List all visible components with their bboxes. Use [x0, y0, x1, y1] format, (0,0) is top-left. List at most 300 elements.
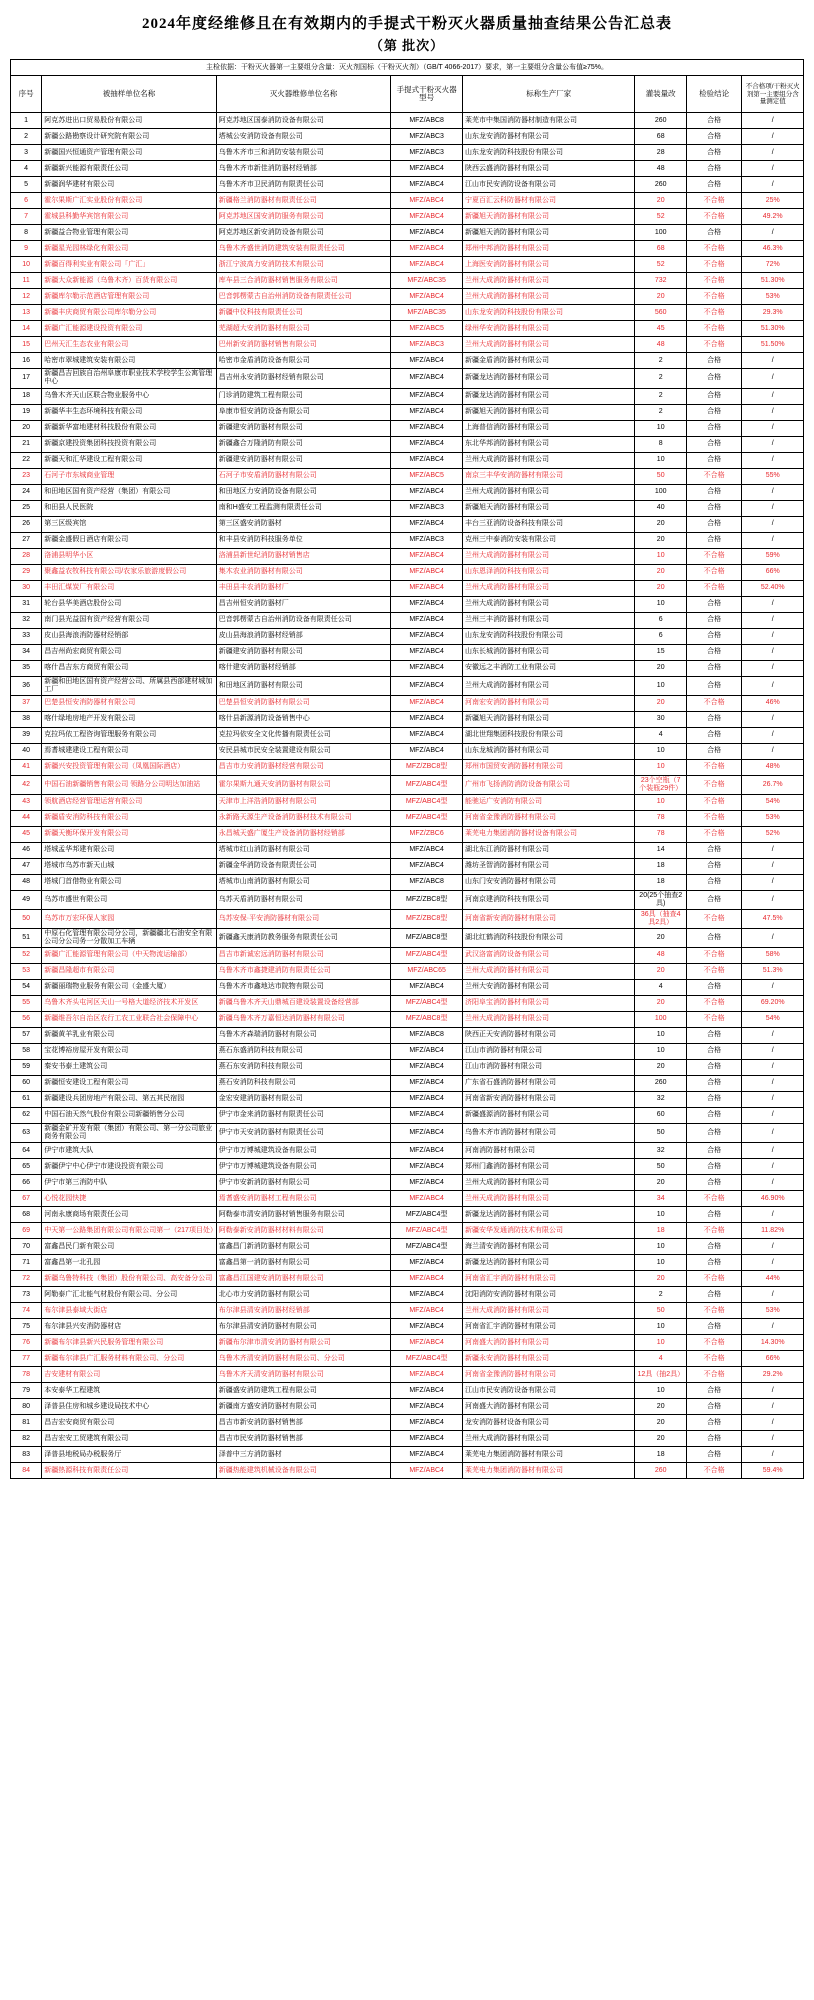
- row-no: 82: [11, 1431, 42, 1447]
- row-manufacturer: 宁夏百汇云科防器材有限公司: [462, 193, 635, 209]
- row-result: 合格: [686, 161, 741, 177]
- row-maintainer: 阿克苏地区国泰消防设备有限公司: [216, 113, 391, 129]
- row-maintainer: 乌鲁木齐清安消防器材有限公司、分公司: [216, 1351, 391, 1367]
- page-subtitle: （第 批次）: [369, 38, 445, 53]
- row-model: MFZ/ABC4: [391, 1271, 463, 1287]
- row-no: 20: [11, 420, 42, 436]
- row-quantity: 20: [635, 1060, 686, 1076]
- table-row: [11, 711, 804, 727]
- row-model: MFZ/ABC4: [391, 404, 463, 420]
- col-maintainer: 灭火器维修单位名称: [216, 76, 391, 113]
- row-model: MFZ/ABC4: [391, 241, 463, 257]
- table-row: [11, 548, 804, 564]
- row-manufacturer: 新疆龙达消防器材有限公司: [462, 1255, 635, 1271]
- table-row: [11, 1303, 804, 1319]
- row-manufacturer: 绿州华安消防器材有限公司: [462, 321, 635, 337]
- row-maintainer: 燕石安消防科技有限公司: [216, 1076, 391, 1092]
- row-value: /: [742, 129, 804, 145]
- row-value: /: [742, 436, 804, 452]
- row-model: MFZ/ABC4: [391, 369, 463, 388]
- row-model: MFZ/ABC3: [391, 129, 463, 145]
- row-unit: 秦安书泰土建筑公司: [42, 1060, 217, 1076]
- row-result: 不合格: [686, 321, 741, 337]
- row-maintainer: 乌鲁木齐盛世消防建筑安装有限责任公司: [216, 241, 391, 257]
- row-model: MFZ/ABC35: [391, 273, 463, 289]
- row-result: 合格: [686, 1143, 741, 1159]
- row-quantity: 10: [635, 548, 686, 564]
- row-unit: 新疆建设兵团房地产有限公司、第五其民宿园: [42, 1092, 217, 1108]
- table-row: [11, 1076, 804, 1092]
- row-quantity: 732: [635, 273, 686, 289]
- row-manufacturer: 河南省新安消防器材有限公司: [462, 909, 635, 928]
- row-no: 25: [11, 500, 42, 516]
- row-result: 不合格: [686, 810, 741, 826]
- row-no: 57: [11, 1028, 42, 1044]
- table-row: [11, 1239, 804, 1255]
- row-model: MFZ/ABC4: [391, 1303, 463, 1319]
- row-value: /: [742, 676, 804, 695]
- row-unit: 新疆兴安投资管理有限公司（凤凰国际酒店）: [42, 759, 217, 775]
- row-value: 11.82%: [742, 1223, 804, 1239]
- row-manufacturer: 江山市消防器材有限公司: [462, 1060, 635, 1076]
- row-no: 13: [11, 305, 42, 321]
- row-unit: 新疆昌吉回族自治州阜康市职业技术学校学生公寓管理中心: [42, 369, 217, 388]
- row-unit: 新疆盾安消防科技有限公司: [42, 810, 217, 826]
- row-unit: 新疆伊宁中心伊宁市建设投资有限公司: [42, 1159, 217, 1175]
- row-result: 合格: [686, 890, 741, 909]
- row-model: MFZ/ABC4: [391, 548, 463, 564]
- row-quantity: 23个空瓶（7个装瓶29件）: [635, 775, 686, 794]
- table-row: [11, 564, 804, 580]
- row-no: 18: [11, 388, 42, 404]
- row-model: MFZ/ABC4型: [391, 1351, 463, 1367]
- row-no: 11: [11, 273, 42, 289]
- row-result: 合格: [686, 452, 741, 468]
- row-result: 不合格: [686, 1367, 741, 1383]
- row-unit: 石河子市东城商业管理: [42, 468, 217, 484]
- row-unit: 新疆恒安建设工程有限公司: [42, 1076, 217, 1092]
- row-result: 合格: [686, 1028, 741, 1044]
- row-no: 36: [11, 676, 42, 695]
- row-no: 8: [11, 225, 42, 241]
- row-value: /: [742, 1124, 804, 1143]
- row-quantity: 10: [635, 596, 686, 612]
- row-result: 合格: [686, 1044, 741, 1060]
- row-unit: 新疆天和汇华建设工程有限公司: [42, 452, 217, 468]
- row-quantity: 34: [635, 1191, 686, 1207]
- row-value: 48%: [742, 759, 804, 775]
- row-no: 70: [11, 1239, 42, 1255]
- row-manufacturer: 河南省金豫消防器材有限公司: [462, 1367, 635, 1383]
- row-value: /: [742, 874, 804, 890]
- row-unit: 富鑫昌第一北孔园: [42, 1255, 217, 1271]
- row-no: 33: [11, 628, 42, 644]
- table-row: [11, 1255, 804, 1271]
- row-model: MFZ/ABC4: [391, 1191, 463, 1207]
- row-maintainer: 永昌城天盛广厦生产设备消防器材经销部: [216, 826, 391, 842]
- row-result: 合格: [686, 842, 741, 858]
- row-manufacturer: 上海普信消防器材有限公司: [462, 420, 635, 436]
- row-no: 26: [11, 516, 42, 532]
- row-model: MFZ/ABC4: [391, 1060, 463, 1076]
- row-quantity: 60: [635, 1108, 686, 1124]
- row-unit: 新疆广汇能源管理有限公司（中天物流运输部）: [42, 948, 217, 964]
- row-manufacturer: 济阳阜宝消防器材有限公司: [462, 996, 635, 1012]
- table-row: [11, 273, 804, 289]
- row-no: 22: [11, 452, 42, 468]
- table-row: [11, 909, 804, 928]
- row-unit: 中国石油新疆销售有限公司 领路分公司明达加油站: [42, 775, 217, 794]
- row-maintainer: 伊宁市安新消防器材有限公司: [216, 1175, 391, 1191]
- row-maintainer: 新疆建安消防器材有限公司: [216, 452, 391, 468]
- row-maintainer: 昌吉市民安消防器材销售部: [216, 1431, 391, 1447]
- row-manufacturer: 新疆龙达消防器材有限公司: [462, 1207, 635, 1223]
- row-result: 合格: [686, 516, 741, 532]
- row-quantity: 4: [635, 1351, 686, 1367]
- row-value: /: [742, 1207, 804, 1223]
- row-maintainer: 昌吉市新安消防器材销售部: [216, 1415, 391, 1431]
- table-row: [11, 353, 804, 369]
- row-maintainer: 乌鲁木齐市卫民消防有限责任公司: [216, 177, 391, 193]
- row-unit: 新疆新华富地建材科技股份有限公司: [42, 420, 217, 436]
- row-model: MFZ/ABC4: [391, 1124, 463, 1143]
- table-row: [11, 1191, 804, 1207]
- table-row: [11, 1207, 804, 1223]
- row-value: /: [742, 1255, 804, 1271]
- row-maintainer: 新疆热能建筑机械设备有限公司: [216, 1463, 391, 1479]
- row-no: 7: [11, 209, 42, 225]
- row-result: 合格: [686, 743, 741, 759]
- row-model: MFZ/ABC8型: [391, 1012, 463, 1028]
- row-model: MFZ/ABC3: [391, 337, 463, 353]
- row-maintainer: 伊宁市万博城建筑设备有限公司: [216, 1159, 391, 1175]
- row-quantity: 18: [635, 858, 686, 874]
- row-maintainer: 新疆建安消防器材有限公司: [216, 420, 391, 436]
- row-result: 不合格: [686, 826, 741, 842]
- row-unit: 塔城门首借物业有限公司: [42, 874, 217, 890]
- row-maintainer: 燕石东安消防科技有限公司: [216, 1060, 391, 1076]
- table-row: [11, 1028, 804, 1044]
- row-maintainer: 塔城市山南消防器材有限公司: [216, 874, 391, 890]
- row-quantity: 20: [635, 1271, 686, 1287]
- row-result: 合格: [686, 874, 741, 890]
- table-row: [11, 596, 804, 612]
- row-manufacturer: 兰州大成消防器材有限公司: [462, 1431, 635, 1447]
- row-model: MFZ/ZBC8型: [391, 909, 463, 928]
- row-value: 46.90%: [742, 1191, 804, 1207]
- table-row: [11, 1415, 804, 1431]
- row-value: /: [742, 711, 804, 727]
- row-unit: 新疆国兴恒通资产管理有限公司: [42, 145, 217, 161]
- row-value: 59.4%: [742, 1463, 804, 1479]
- table-row: [11, 743, 804, 759]
- table-header-row: [11, 76, 804, 113]
- row-model: MFZ/ABC4: [391, 1175, 463, 1191]
- row-maintainer: 塔城公安消防设备有限公司: [216, 129, 391, 145]
- row-result: 不合格: [686, 964, 741, 980]
- row-result: 合格: [686, 129, 741, 145]
- row-model: MFZ/ABC4: [391, 1287, 463, 1303]
- row-unit: 新疆丰庆商贸有限公司库尔勒分公司: [42, 305, 217, 321]
- table-row: [11, 612, 804, 628]
- row-unit: 新疆益合物业管理有限公司: [42, 225, 217, 241]
- table-row: [11, 225, 804, 241]
- row-unit: 新疆星光园林绿化有限公司: [42, 241, 217, 257]
- row-manufacturer: 莱芜电力集团消防器材设备有限公司: [462, 826, 635, 842]
- table-row: [11, 452, 804, 468]
- row-value: /: [742, 1143, 804, 1159]
- row-maintainer: 富鑫昌江国建安消防器材有限公司: [216, 1271, 391, 1287]
- row-quantity: 20: [635, 695, 686, 711]
- row-result: 不合格: [686, 695, 741, 711]
- row-value: 29.2%: [742, 1367, 804, 1383]
- row-model: MFZ/ZBC6: [391, 826, 463, 842]
- table-row: [11, 1335, 804, 1351]
- row-quantity: 50: [635, 1303, 686, 1319]
- row-result: 合格: [686, 1060, 741, 1076]
- row-maintainer: 南和H盛安工程监测有限责任公司: [216, 500, 391, 516]
- row-manufacturer: 河南省金豫消防器材有限公司: [462, 810, 635, 826]
- row-unit: 喀什绿地房地产开发有限公司: [42, 711, 217, 727]
- table-row: [11, 289, 804, 305]
- row-unit: 焉耆城建建设工程有限公司: [42, 743, 217, 759]
- table-row: [11, 810, 804, 826]
- row-unit: 领航酒店经营管理运营有限公司: [42, 794, 217, 810]
- row-no: 67: [11, 1191, 42, 1207]
- row-manufacturer: 河南盛大消防器材有限公司: [462, 1335, 635, 1351]
- row-maintainer: 伊宁市天安消防器材有限责任公司: [216, 1124, 391, 1143]
- row-value: /: [742, 890, 804, 909]
- row-manufacturer: 河南宏安消防器材有限公司: [462, 695, 635, 711]
- row-result: 不合格: [686, 759, 741, 775]
- row-quantity: 45: [635, 321, 686, 337]
- row-quantity: 32: [635, 1092, 686, 1108]
- row-unit: 南门县光益国有资产经营有限公司: [42, 612, 217, 628]
- row-model: MFZ/ABC4: [391, 420, 463, 436]
- row-model: MFZ/ZBC8型: [391, 890, 463, 909]
- row-value: /: [742, 743, 804, 759]
- row-maintainer: 新疆中仪科技有限责任公司: [216, 305, 391, 321]
- row-maintainer: 昌吉市力安消防器材经营有限公司: [216, 759, 391, 775]
- row-unit: 克拉玛依工程咨询管理服务有限公司: [42, 727, 217, 743]
- row-quantity: 40: [635, 500, 686, 516]
- row-quantity: 2: [635, 1287, 686, 1303]
- row-no: 84: [11, 1463, 42, 1479]
- row-unit: 新疆新兴能源有限责任公司: [42, 161, 217, 177]
- table-row: [11, 1463, 804, 1479]
- row-unit: 乌苏市盛世有限公司: [42, 890, 217, 909]
- row-no: 31: [11, 596, 42, 612]
- row-value: /: [742, 1239, 804, 1255]
- row-quantity: 10: [635, 759, 686, 775]
- row-value: 69.20%: [742, 996, 804, 1012]
- row-model: MFZ/ABC8: [391, 874, 463, 890]
- row-quantity: 50: [635, 1159, 686, 1175]
- row-no: 21: [11, 436, 42, 452]
- row-maintainer: 丰田县丰农消防器材厂: [216, 580, 391, 596]
- row-manufacturer: 陕西云盛消防器材有限公司: [462, 161, 635, 177]
- row-no: 45: [11, 826, 42, 842]
- row-no: 3: [11, 145, 42, 161]
- row-no: 4: [11, 161, 42, 177]
- row-value: /: [742, 516, 804, 532]
- row-no: 5: [11, 177, 42, 193]
- row-result: 不合格: [686, 241, 741, 257]
- row-unit: 新疆昌隆超市有限公司: [42, 964, 217, 980]
- row-unit: 和田地区国有资产经营（集团）有限公司: [42, 484, 217, 500]
- row-model: MFZ/ABC4: [391, 1108, 463, 1124]
- row-result: 合格: [686, 1124, 741, 1143]
- row-no: 12: [11, 289, 42, 305]
- row-value: 52.40%: [742, 580, 804, 596]
- table-row: [11, 257, 804, 273]
- row-no: 61: [11, 1092, 42, 1108]
- row-value: /: [742, 177, 804, 193]
- row-unit: 河南永康商场有限责任公司: [42, 1207, 217, 1223]
- row-no: 10: [11, 257, 42, 273]
- table-row: [11, 1124, 804, 1143]
- row-model: MFZ/ABC4: [391, 858, 463, 874]
- row-quantity: 260: [635, 177, 686, 193]
- row-unit: 新疆乌鲁特科技（集团）股份有限公司、高安备分公司: [42, 1271, 217, 1287]
- row-model: MFZ/ABC4: [391, 484, 463, 500]
- table-row: [11, 305, 804, 321]
- row-model: MFZ/ABC4: [391, 1447, 463, 1463]
- row-model: MFZ/ABC4: [391, 1319, 463, 1335]
- table-row: [11, 1351, 804, 1367]
- row-quantity: 48: [635, 161, 686, 177]
- row-model: MFZ/ABC4: [391, 612, 463, 628]
- row-unit: 巴楚县恒安消防器材有限公司: [42, 695, 217, 711]
- row-maintainer: 永新路天源生产设备消防器材技术有限公司: [216, 810, 391, 826]
- row-manufacturer: 新疆龙达消防器材有限公司: [462, 388, 635, 404]
- row-result: 合格: [686, 1076, 741, 1092]
- row-model: MFZ/ABC4: [391, 161, 463, 177]
- row-quantity: 20: [635, 1415, 686, 1431]
- row-unit: 洛浦县明华小区: [42, 548, 217, 564]
- row-maintainer: 乌鲁木齐森瑞消防器材有限公司: [216, 1028, 391, 1044]
- row-model: MFZ/ABC3: [391, 532, 463, 548]
- row-value: 25%: [742, 193, 804, 209]
- row-no: 68: [11, 1207, 42, 1223]
- row-result: 合格: [686, 1159, 741, 1175]
- row-maintainer: 乌鲁木齐天清安消防器材有限公司: [216, 1367, 391, 1383]
- row-quantity: 100: [635, 225, 686, 241]
- row-manufacturer: 湖北红鹤消防科技股份有限公司: [462, 928, 635, 947]
- row-quantity: 20: [635, 193, 686, 209]
- row-manufacturer: 河南省汇宇消防器材有限公司: [462, 1271, 635, 1287]
- row-model: MFZ/ABC4: [391, 225, 463, 241]
- row-no: 46: [11, 842, 42, 858]
- row-result: 不合格: [686, 209, 741, 225]
- row-no: 9: [11, 241, 42, 257]
- row-quantity: 28: [635, 145, 686, 161]
- row-manufacturer: 山东恩泽消防科技有限公司: [462, 564, 635, 580]
- row-no: 30: [11, 580, 42, 596]
- row-value: /: [742, 113, 804, 129]
- row-no: 41: [11, 759, 42, 775]
- row-quantity: 100: [635, 484, 686, 500]
- row-value: /: [742, 1159, 804, 1175]
- row-unit: 阿勒泰广汇北能气材股份有限公司、分公司: [42, 1287, 217, 1303]
- row-unit: 新疆维吾尔自治区农行工农工业联合社会保障中心: [42, 1012, 217, 1028]
- row-manufacturer: 河南省新安消防器材有限公司: [462, 1092, 635, 1108]
- col-value: 不合格项/干粉灭火剂第一主要组分含量测定值: [742, 76, 804, 113]
- table-row: [11, 177, 804, 193]
- row-result: 合格: [686, 420, 741, 436]
- row-model: MFZ/ABC4: [391, 1044, 463, 1060]
- row-quantity: 20: [635, 289, 686, 305]
- row-manufacturer: 河南省汇宇消防器材有限公司: [462, 1319, 635, 1335]
- row-unit: 新疆热源科技有限责任公司: [42, 1463, 217, 1479]
- row-model: MFZ/ABC4: [391, 257, 463, 273]
- row-maintainer: 新疆乌鲁木齐天山鼎城百建设装置设备经营部: [216, 996, 391, 1012]
- row-unit: 中天第一公路集团有限公司有限公司第一（217项目处）: [42, 1223, 217, 1239]
- row-manufacturer: 兰州大成消防器材有限公司: [462, 1012, 635, 1028]
- row-model: MFZ/ABC4: [391, 1383, 463, 1399]
- row-unit: 新疆库尔勒示范酒店管理有限公司: [42, 289, 217, 305]
- row-value: 54%: [742, 1012, 804, 1028]
- row-unit: 吉安建材有限公司: [42, 1367, 217, 1383]
- row-value: /: [742, 1319, 804, 1335]
- row-result: 合格: [686, 1319, 741, 1335]
- row-unit: 乌鲁木齐头屯河区天山一号格大道经济技术开发区: [42, 996, 217, 1012]
- row-value: 55%: [742, 468, 804, 484]
- row-value: /: [742, 612, 804, 628]
- row-no: 42: [11, 775, 42, 794]
- row-result: 不合格: [686, 580, 741, 596]
- row-value: /: [742, 1447, 804, 1463]
- row-quantity: 68: [635, 129, 686, 145]
- row-model: MFZ/ABC4: [391, 452, 463, 468]
- row-quantity: 18: [635, 874, 686, 890]
- row-no: 37: [11, 695, 42, 711]
- row-quantity: 32: [635, 1143, 686, 1159]
- col-result: 检验结论: [686, 76, 741, 113]
- table-row: [11, 1367, 804, 1383]
- row-maintainer: 哈密市金盾消防设备有限公司: [216, 353, 391, 369]
- row-value: 47.5%: [742, 909, 804, 928]
- row-maintainer: 和田地区力安消防设备有限公司: [216, 484, 391, 500]
- row-result: 不合格: [686, 273, 741, 289]
- row-result: 合格: [686, 644, 741, 660]
- row-result: 合格: [686, 1415, 741, 1431]
- row-result: 合格: [686, 596, 741, 612]
- row-no: 51: [11, 928, 42, 947]
- row-quantity: 36具（抽查4具2具）: [635, 909, 686, 928]
- row-maintainer: 乌鲁木齐市鑫地达市院物有限公司: [216, 980, 391, 996]
- row-result: 不合格: [686, 1463, 741, 1479]
- row-manufacturer: 郑州门鑫消防器材有限公司: [462, 1159, 635, 1175]
- row-maintainer: 昌吉州恒安消防器材厂: [216, 596, 391, 612]
- row-maintainer: 门诊消防建筑工程有限公司: [216, 388, 391, 404]
- row-result: 合格: [686, 711, 741, 727]
- row-no: 15: [11, 337, 42, 353]
- row-manufacturer: 江山市消防器材有限公司: [462, 1044, 635, 1060]
- row-value: 51.30%: [742, 273, 804, 289]
- row-unit: 宝花博裕房屋开发有限公司: [42, 1044, 217, 1060]
- row-result: 合格: [686, 404, 741, 420]
- row-value: 51.50%: [742, 337, 804, 353]
- table-row: [11, 1092, 804, 1108]
- row-no: 75: [11, 1319, 42, 1335]
- row-quantity: 18: [635, 1223, 686, 1239]
- row-result: 不合格: [686, 996, 741, 1012]
- table-row: [11, 660, 804, 676]
- row-model: MFZ/ABC4: [391, 1092, 463, 1108]
- row-value: /: [742, 1076, 804, 1092]
- row-no: 62: [11, 1108, 42, 1124]
